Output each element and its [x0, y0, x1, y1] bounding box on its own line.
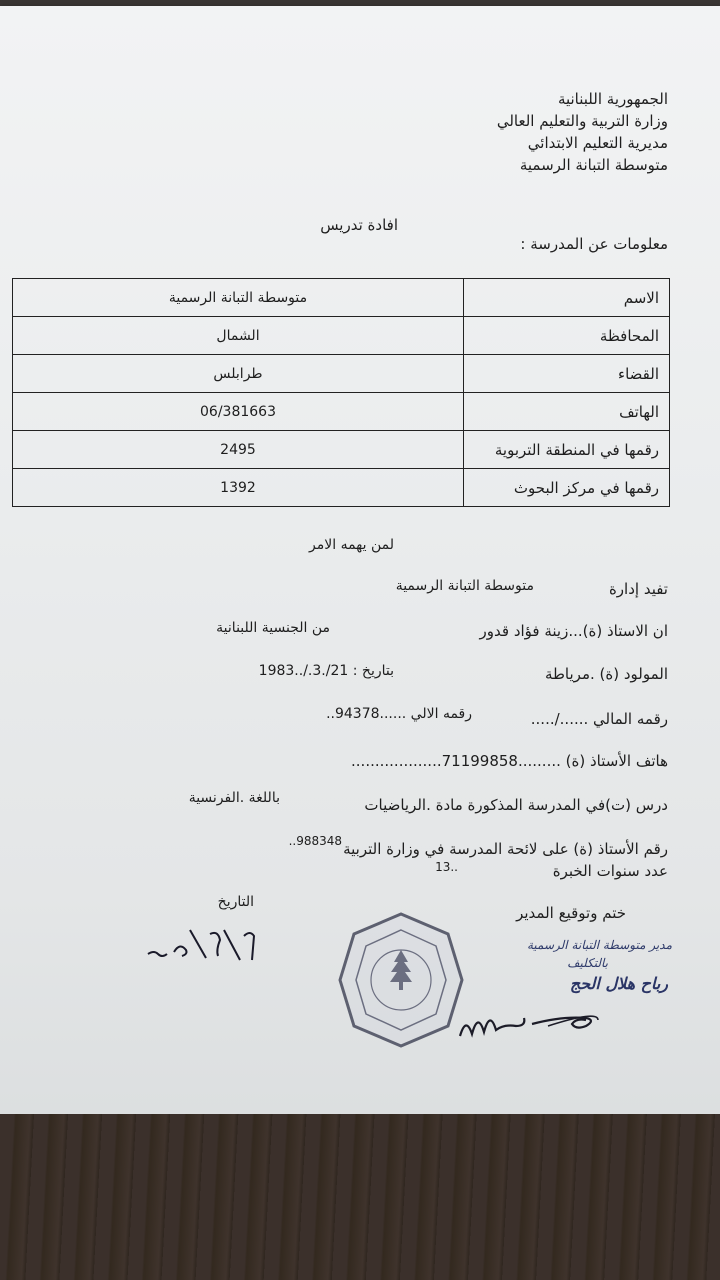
table-label: رقمها في مركز البحوث: [464, 469, 670, 507]
wooden-desk-background: [0, 1114, 720, 1280]
table-row: [13, 279, 670, 317]
header-directorate: مديرية التعليم الابتدائي: [527, 134, 668, 152]
handwritten-date: [140, 920, 270, 970]
computer-number: رقمه الالي ......94378..: [326, 706, 472, 722]
table-label: القضاء: [464, 355, 670, 393]
table-value: 2495: [13, 431, 464, 469]
table-label: الهاتف: [464, 393, 670, 431]
document-title: افادة تدريس: [320, 216, 398, 234]
school-info-heading: معلومات عن المدرسة :: [520, 235, 668, 253]
teacher-line: ان الاستاذ (ة)...زينة فؤاد قدور: [479, 622, 668, 640]
ministry-number: ..988348: [288, 834, 342, 848]
table-value: 06/381663: [13, 393, 464, 431]
table-value: الشمال: [13, 317, 464, 355]
table-label: الاسم: [464, 279, 670, 317]
born-label: المولود (ة) .مرياطة: [544, 665, 668, 683]
table-label: رقمها في المنطقة التربوية: [464, 431, 670, 469]
document-header: [308, 88, 668, 176]
handwritten-signature: [436, 938, 672, 1048]
school-info-table: [12, 278, 670, 507]
taught-subject: درس (ت)في المدرسة المذكورة مادة .الرياضيات: [364, 796, 668, 814]
nationality: من الجنسية اللبنانية: [216, 620, 330, 636]
director-signature-block: [436, 938, 672, 1048]
table-value: 1392: [13, 469, 464, 507]
financial-number: رقمه المالي ....../.....: [530, 710, 668, 728]
table-value: طرابلس: [13, 355, 464, 393]
director-name: رباح هلال الحج: [569, 974, 668, 993]
to-whom-heading: لمن يهمه الامر: [309, 537, 394, 553]
table-row: [13, 317, 670, 355]
table-row: [13, 469, 670, 507]
table-label: المحافظة: [464, 317, 670, 355]
table-row: [13, 355, 670, 393]
experience-label: عدد سنوات الخبرة: [552, 862, 668, 880]
table-value: متوسطة التبانة الرسمية: [13, 279, 464, 317]
experience-years: 13..: [435, 860, 458, 874]
table-row: [13, 431, 670, 469]
date-label: التاريخ: [217, 894, 254, 910]
teacher-phone: هاتف الأستاذ (ة) .........71199858...................: [351, 752, 668, 770]
certify-label: تفيد إدارة: [608, 580, 668, 598]
certify-school: متوسطة التبانة الرسمية: [395, 578, 534, 594]
director-title: مدير متوسطة التبانة الرسمية: [526, 938, 672, 952]
ministry-number-label: رقم الأستاذ (ة) على لائحة المدرسة في وزارة التربية: [343, 840, 668, 858]
header-republic: الجمهورية اللبنانية: [557, 90, 668, 108]
teaching-language: باللغة .الفرنسية: [188, 790, 280, 806]
header-school: متوسطة التبانة الرسمية: [519, 156, 668, 174]
birth-date: بتاريخ : 21/.3./..1983: [258, 663, 394, 679]
assignment-label: بالتكليف: [567, 956, 608, 970]
header-ministry: وزارة التربية والتعليم العالي: [496, 112, 668, 130]
table-row: [13, 393, 670, 431]
stamp-signature-label: ختم وتوقيع المدير: [516, 904, 626, 922]
